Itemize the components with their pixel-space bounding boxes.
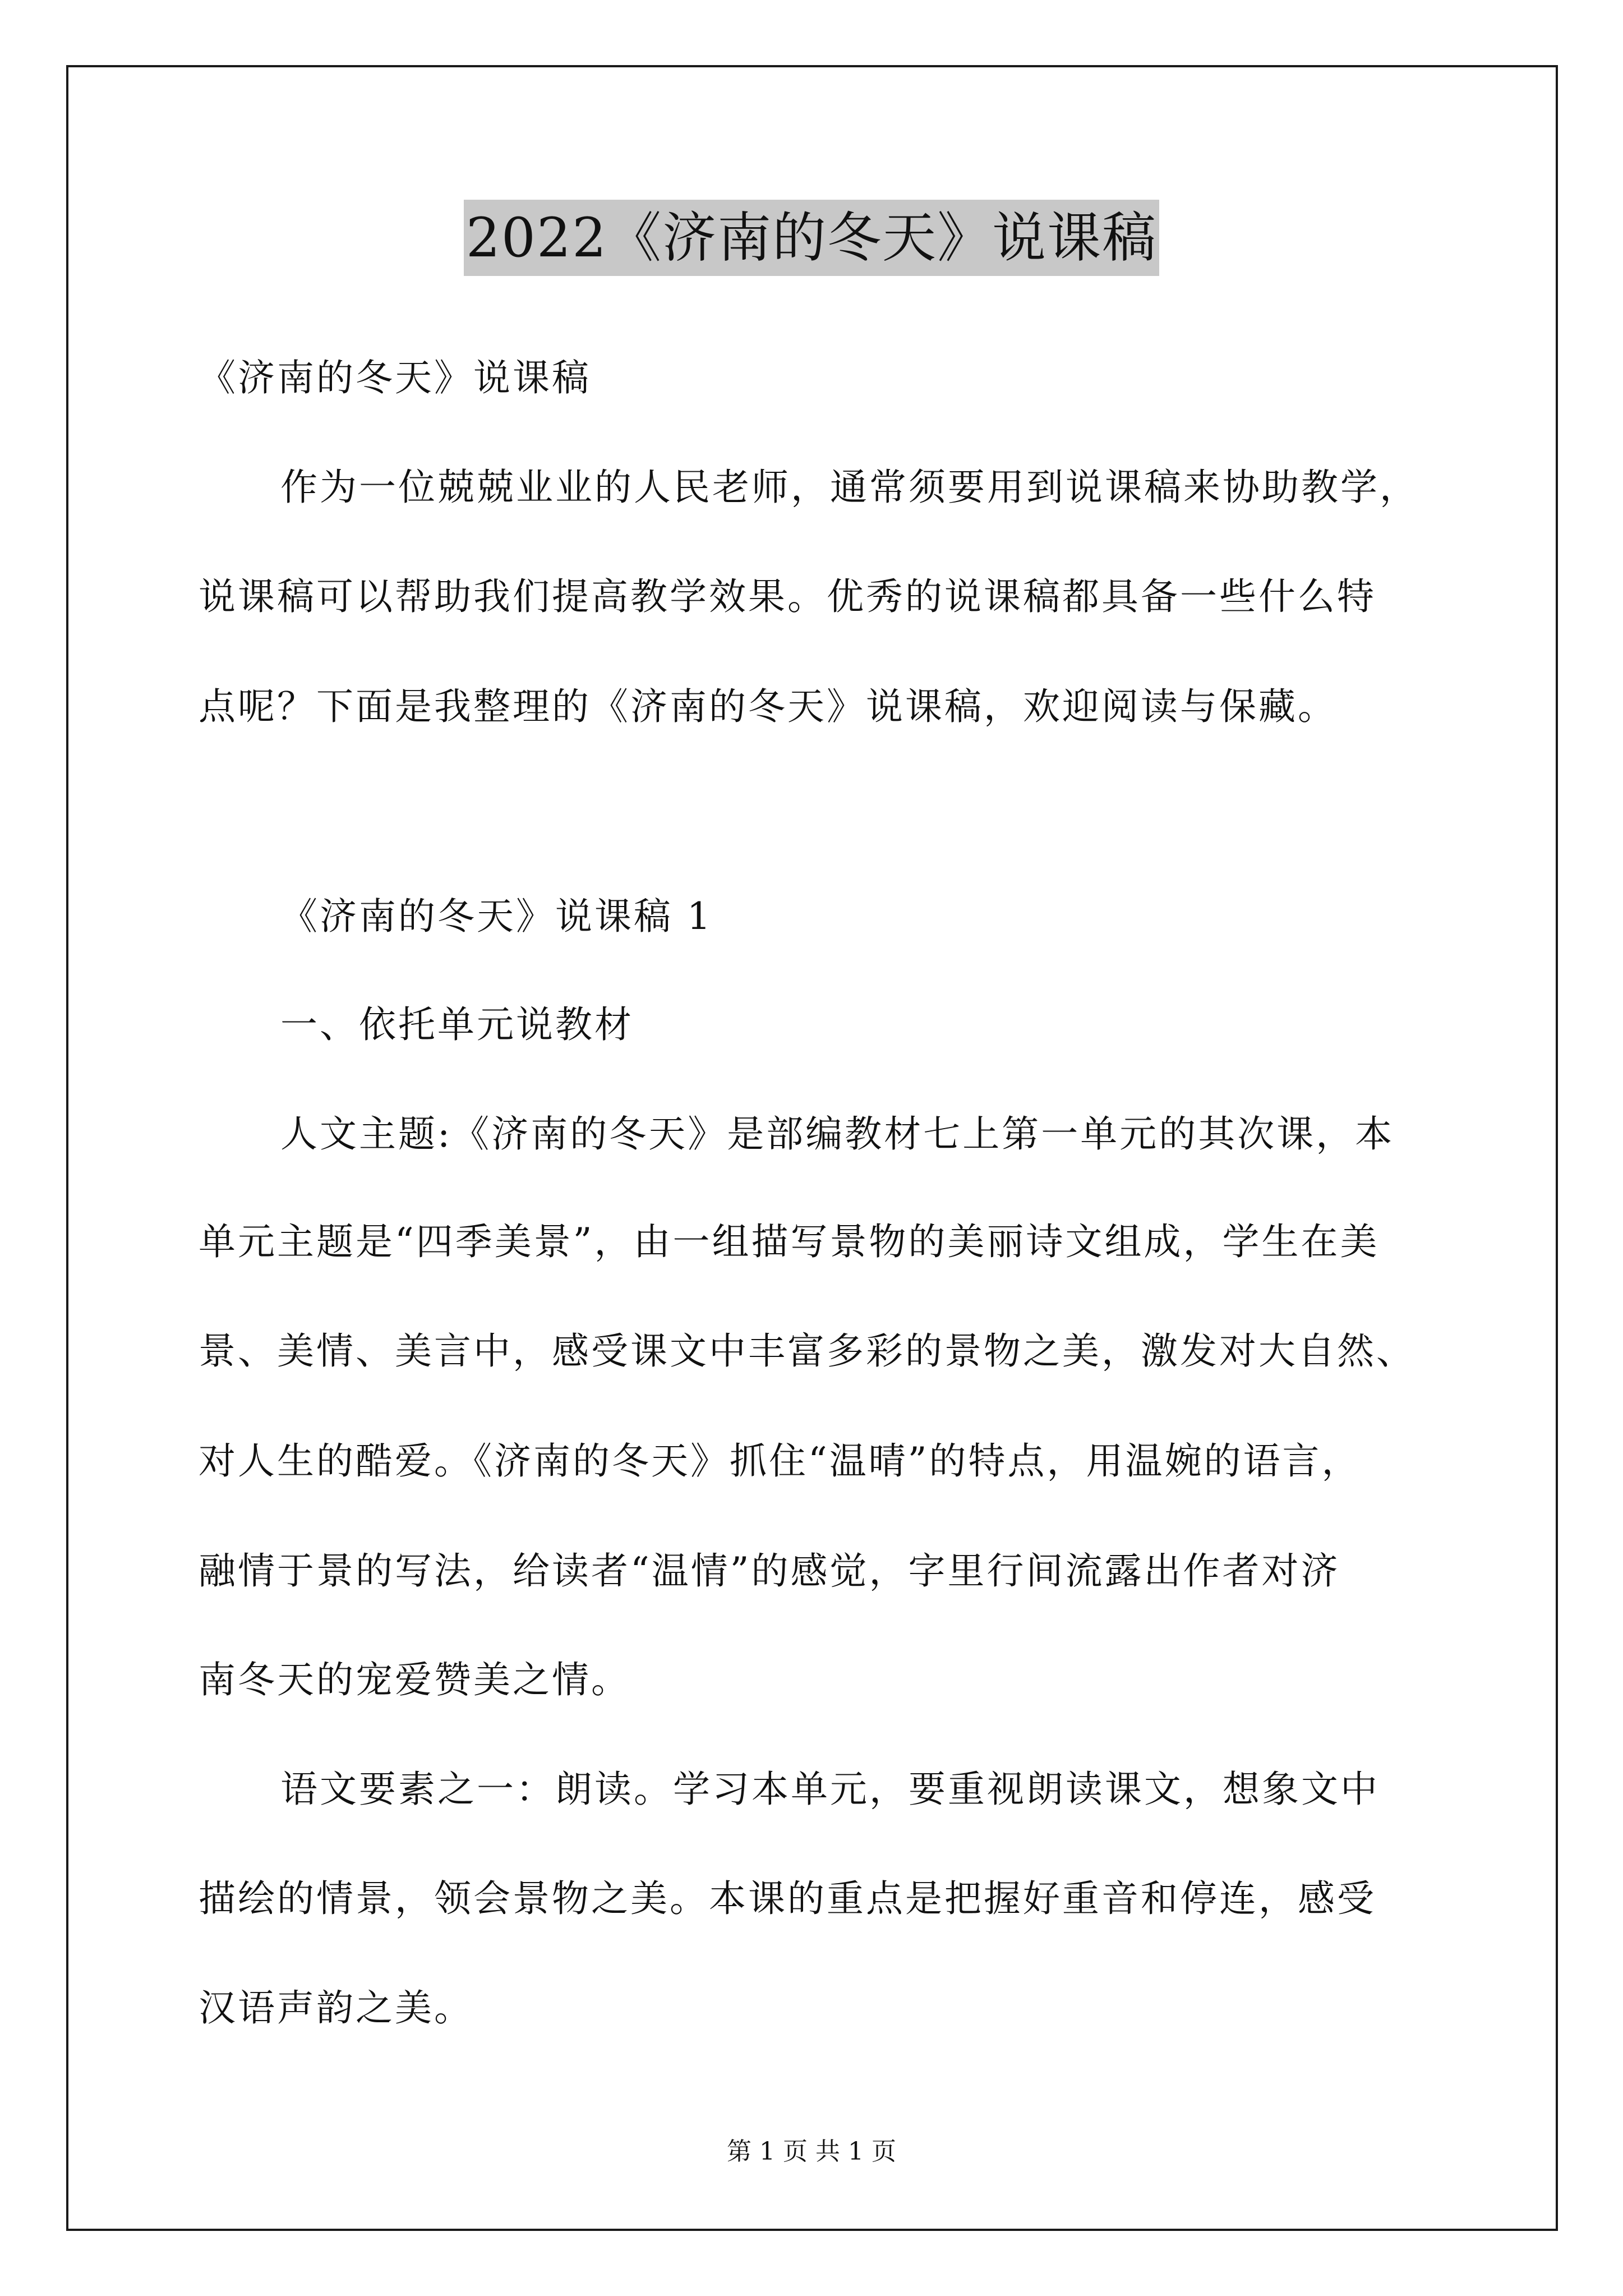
part-heading: 一、依托单元说教材 [280,1003,634,1046]
paragraph-line: 对人生的酷爱。《济南的冬天》抓住“温晴”的特点，用温婉的语言， [199,1439,1361,1483]
paragraph-line: 汉语声韵之美。 [199,1986,473,2030]
intro-line: 点呢？下面是我整理的《济南的冬天》说课稿，欢迎阅读与保藏。 [199,685,1337,728]
paragraph-line: 人文主题:《济南的冬天》是部编教材七上第一单元的其次课，本 [280,1112,1395,1156]
intro-line: 作为一位兢兢业业的人民老师，通常须要用到说课稿来协助教学， [280,466,1419,509]
document-title: 2022《济南的冬天》说课稿 [464,200,1159,276]
section-heading: 《济南的冬天》说课稿 1 [280,895,713,938]
paragraph-line: 描绘的情景，领会景物之美。本课的重点是把握好重音和停连，感受 [199,1877,1376,1920]
paragraph-line: 景、美情、美言中，感受课文中丰富多彩的景物之美，激发对大自然、 [199,1329,1415,1373]
page-footer: 第 1 页 共 1 页 [727,2137,896,2166]
paragraph-line: 融情于景的写法，给读者“温情”的感觉，字里行间流露出作者对济 [199,1549,1340,1593]
paragraph-line: 语文要素之一：朗读。学习本单元，要重视朗读课文，想象文中 [280,1768,1380,1811]
paragraph-line: 南冬天的宠爱赞美之情。 [199,1658,630,1701]
subtitle: 《济南的冬天》说课稿 [199,356,591,399]
title-container [0,200,1623,276]
paragraph-line: 单元主题是“四季美景”，由一组描写景物的美丽诗文组成，学生在美 [199,1220,1380,1263]
intro-line: 说课稿可以帮助我们提高教学效果。优秀的说课稿都具备一些什么特 [199,575,1376,618]
